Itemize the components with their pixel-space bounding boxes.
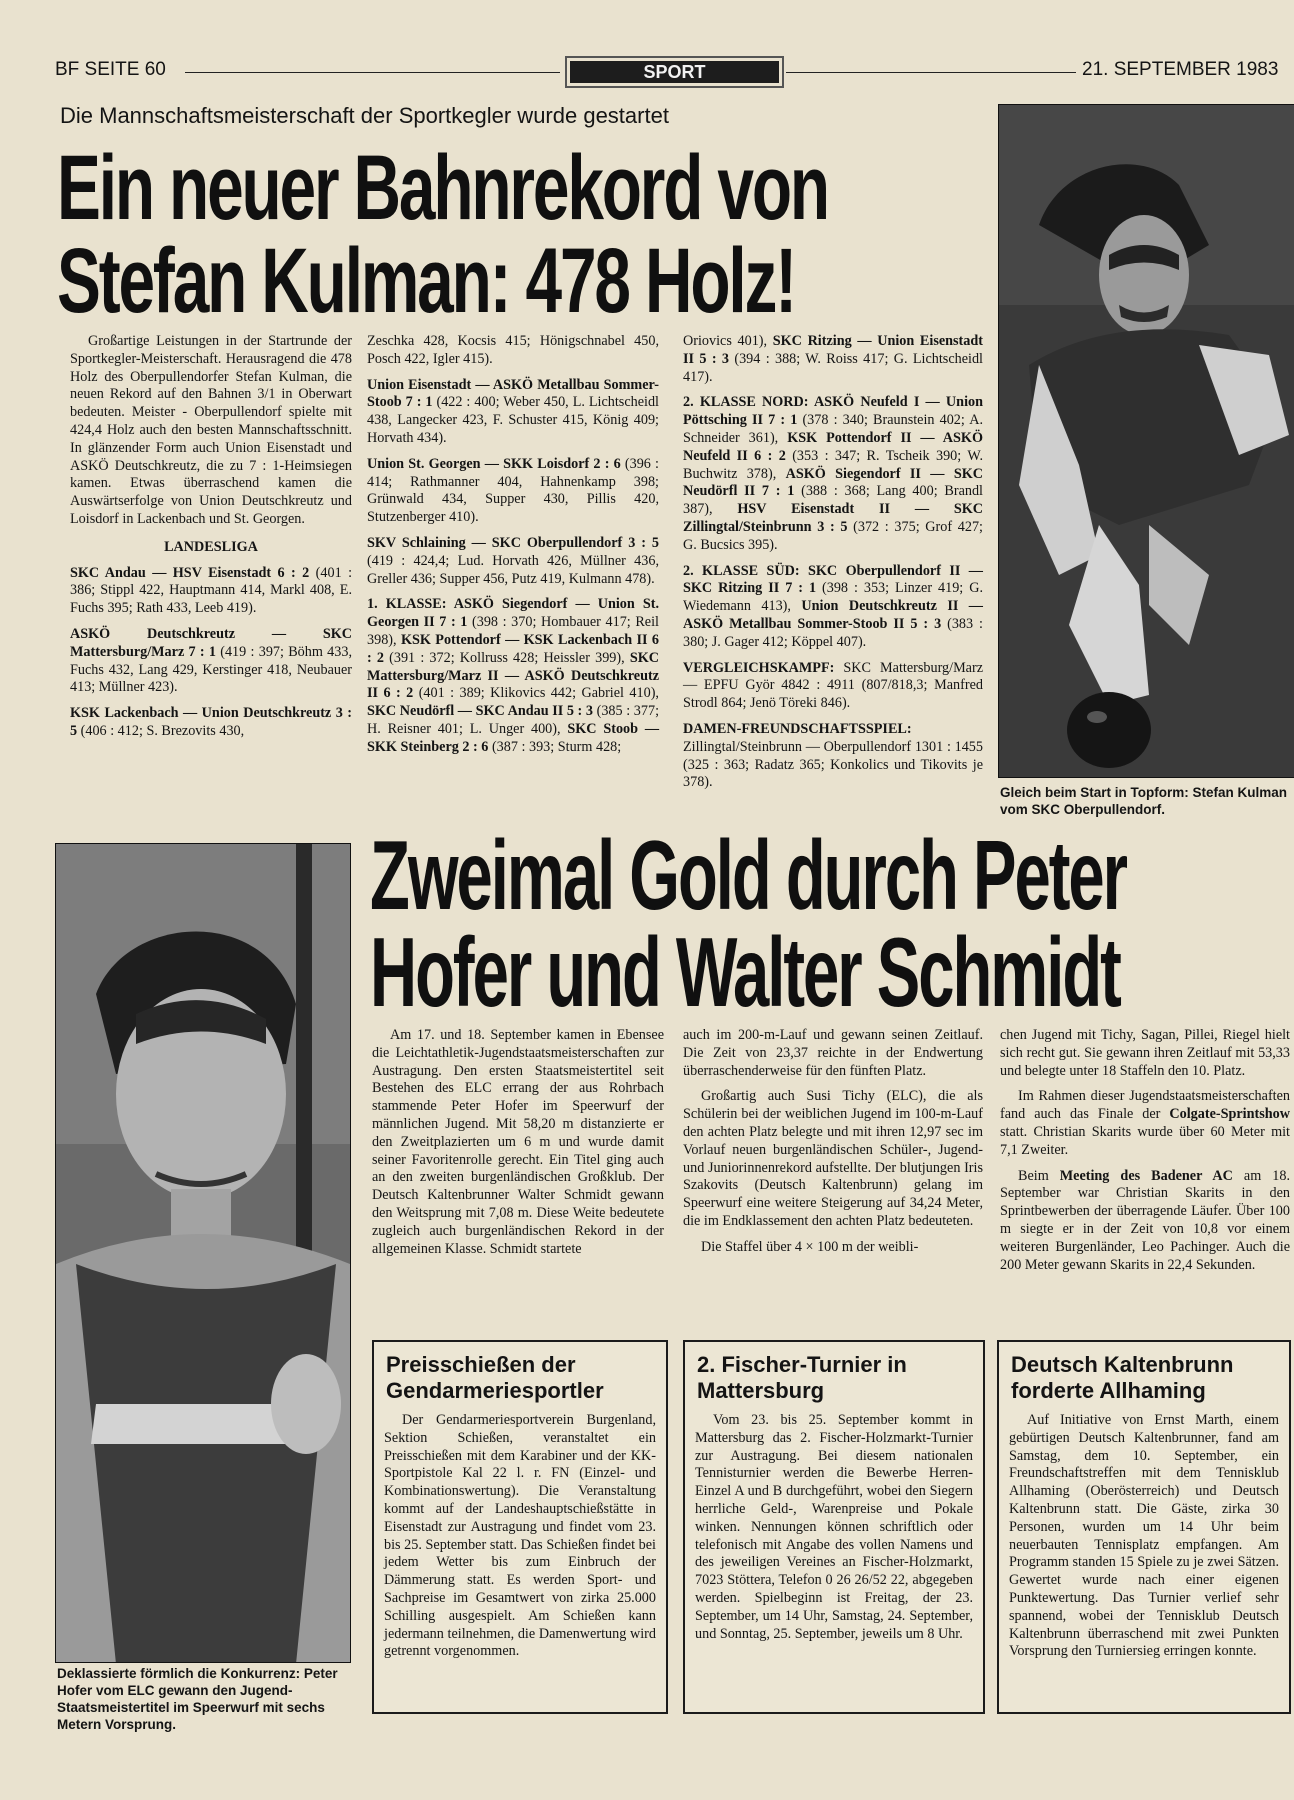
result-item: Union St. Georgen — SKK Loisdorf 2 : 6 (396 : 414; Rathmanner 404, Hahnenkamp 398; Grünwald 434, Supper 430, Pillis 420, Stutzenberger 410).	[367, 455, 659, 526]
box-title: 2. Fischer-Turnier in Mattersburg	[697, 1352, 907, 1403]
box-body: Vom 23. bis 25. September kommt in Mattersburg das 2. Fischer-Holzmarkt-Turnier zur Austragung. Bei diesem nationalen Tennisturnier werden die Bewerbe Herren-Einzel A und B durchgeführt, wobei den Siegern herrliche Geld-, Warenpreise und Pokale winken. Nennungen können schriftlich oder telefonisch mit Angabe des vollen Namens und des jeweiligen Vereines an Fischer-Holzmarkt, 7023 Stöttera, Telefon 0 26 26/52 22, abgegeben werden. Spielbeginn ist Freitag, der 23. September, um 14 Uhr, Samstag, 24. September, und Sonntag, 25. September, jeweils um 8 Uhr.	[695, 1412, 973, 1642]
story2-paragraph: Im Rahmen dieser Jugendstaatsmeisterschaften fand auch das Finale der Colgate-Sprintshow statt. Christian Skarits wurde über 60 Meter mit 7,1 Zweiter.	[1000, 1088, 1290, 1158]
result-item: Oriovics 401), SKC Ritzing — Union Eisenstadt II 5 : 3 (394 : 388; W. Roiss 417; G. Lichtscheidl 417).	[683, 333, 983, 385]
page-label: BF SEITE 60	[55, 59, 166, 80]
story1-headline-line1: Ein neuer Bahnrekord von	[57, 137, 828, 239]
result-item: 1. KLASSE: ASKÖ Siegendorf — Union St. Georgen II 7 : 1 (398 : 370; Hombauer 417; Reil 398), KSK Pottendorf — KSK Lackenbach II 6 : 2 (391 : 372; Kollruss 428; Heissler 399), SKC Mattersburg/Marz II — ASKÖ Deutschkreutz II 6 : 2 (401 : 389; Klikovics 442; Gabriel 410), SKC Neudörfl — SKC Andau II 5 : 3 (385 : 377; H. Reisner 401; L. Unger 400), SKC Stoob — SKK Steinberg 2 : 6 (387 : 393; Sturm 428;	[367, 596, 660, 755]
news-box-shooting	[372, 1340, 668, 1714]
story2-headline-line2: Hofer und Walter Schmidt	[370, 917, 1120, 1027]
bowler-photo	[998, 104, 1294, 778]
bowler-photo-caption: Gleich beim Start in Topform: Stefan Kulman vom SKC Oberpullendorf.	[1000, 785, 1288, 817]
header-rule-right	[786, 72, 1076, 73]
issue-date: 21. SEPTEMBER 1983	[1082, 59, 1279, 80]
story1-intro: Großartige Leistungen in der Startrunde der Sportkegler-Meisterschaft. Herausragend die 478 Holz des Oberpullendorfer Stefan Kulman, die neuen Rekord auf den Bahnen 3/1 in Oberwart bedeuten. Meister - Oberpullendorf spielte mit 424,4 Holz auch den besten Mannschaftsschnitt. In glänzender Form auch Union Eisenstadt und ASKÖ Deutschkreutz, die zu 7 : 1-Heimsiegen kamen. Etwas überraschend kamen die Auswärtserfolge von Union Deutschkreutz und Loisdorf in Lackenbach und St. Georgen.	[70, 333, 352, 527]
story1-kicker: Die Mannschaftsmeisterschaft der Sportkegler wurde gestartet	[60, 103, 669, 128]
result-item: ASKÖ Deutschkreutz — SKC Mattersburg/Marz 7 : 1 (419 : 397; Böhm 433, Fuchs 432, Lang 429, Kerstinger 418, Neubauer 413; Müllner 423).	[70, 625, 353, 696]
result-item: VERGLEICHSKAMPF: SKC Mattersburg/Marz — EPFU Györ 4842 : 4911 (807/818,3; Manfred Strodl 864; Jenö Töreki 846).	[683, 659, 983, 712]
box-title: Deutsch Kaltenbrunn forderte Allhaming	[1011, 1352, 1234, 1403]
story1-headline-line2: Stefan Kulman: 478 Holz!	[57, 230, 796, 332]
story2-paragraph: auch im 200-m-Lauf und gewann seinen Zeitlauf. Die Zeit von 23,37 reichte in der Endwertung überraschenderweise für den fünften Platz.	[683, 1027, 983, 1079]
story1-column-2	[367, 333, 659, 765]
story2-column-1	[372, 1027, 664, 1266]
story2-paragraph: Am 17. und 18. September kamen in Ebensee die Leichtathletik-Jugendstaatsmeisterschaften zur Austragung. Den ersten Staatsmeistertitel seit Bestehen des ELC errang der aus Rohrbach stammende Peter Hofer im Speerwurf der männlichen Jugend. Mit 58,20 m distanzierte er den Zweitplazierten um 6 m und wurde damit seiner Favoritenrolle gerecht. Ein Titel ging auch an den zweiten burgenländischen Großklub. Der Deutsch Kaltenbrunner Walter Schmidt gewann den Weitsprung mit 7,08 m. Diese Weite bedeutete zugleich auch burgenländischen Rekord in der allgemeinen Klasse. Schmidt startete	[372, 1027, 664, 1257]
story1-column-1	[70, 333, 352, 749]
result-item: KSK Lackenbach — Union Deutschkreutz 3 : 5 (406 : 412; S. Brezovits 430,	[70, 705, 352, 739]
header-rule-left	[185, 72, 560, 73]
box-title: Preisschießen der Gendarmeriesportler	[386, 1352, 604, 1403]
javelin-image	[56, 844, 350, 1662]
story2-column-2	[683, 1027, 983, 1265]
story2-paragraph: chen Jugend mit Tichy, Sagan, Pillei, Riegel hielt sich recht gut. Sie gewann ihren Zeitlauf mit 53,33 und belegte unter 18 Staffeln den 10. Platz.	[1000, 1027, 1290, 1079]
result-item: 2. KLASSE SÜD: SKC Oberpullendorf II — SKC Ritzing II 7 : 1 (398 : 353; Linzer 419; G. Wiedemann 413), Union Deutschkreutz II — ASKÖ Metallbau Sommer-Stoob II 5 : 3 (383 : 380; J. Gager 412; Köppel 407).	[683, 562, 983, 650]
result-item: SKC Andau — HSV Eisenstadt 6 : 2 (401 : 386; Stippl 422, Hauptmann 414, Markl 408, E. Fuchs 395; Rath 433, Leeb 419).	[70, 564, 353, 617]
story2-paragraph: Beim Meeting des Badener AC am 18. September war Christian Skarits in den Sprintbewerben der überragende Läufer. Über 100 m siegte er in der Zeit von 10,8 vor einem weiteren Burgenländer, Leo Pachinger. Auch die 200 Meter gewann Skarits in 22,4 Sekunden.	[1000, 1167, 1290, 1273]
result-item: 2. KLASSE NORD: ASKÖ Neufeld I — Union Pöttsching II 7 : 1 (378 : 340; Braunstein 402; A. Schneider 361), KSK Pottendorf II — ASKÖ Neufeld II 6 : 2 (353 : 347; R. Tscheik 390; W. Buchwitz 378), ASKÖ Siegendorf II — SKC Neudörfl II 7 : 1 (388 : 368; Lang 400; Brandl 387), HSV Eisenstadt II — SKC Zillingtal/Steinbrunn 3 : 5 (372 : 375; Grof 427; G. Bucsics 395).	[683, 394, 983, 553]
story1-column-3	[683, 333, 983, 800]
section-badge: SPORT	[565, 56, 784, 88]
javelin-photo-caption: Deklassierte förmlich die Konkurrenz: Peter Hofer vom ELC gewann den Jugend-Staatsmeistertitel im Speerwurf mit sechs Metern Vorsprung.	[57, 1666, 338, 1732]
result-item: DAMEN-FREUNDSCHAFTSSPIEL: Zillingtal/Steinbrunn — Oberpullendorf 1301 : 1455 (325 : 363; Radatz 365; Konkolics und Tikovits je 378).	[683, 720, 983, 791]
story2-paragraph: Großartig auch Susi Tichy (ELC), die als Schülerin bei der weiblichen Jugend im 100-m-Lauf den achten Platz belegte und mit ihren 12,97 sec im Vorlauf neuen burgenländischen Schüler-, Jugend- und Juniorinnenrekord aufstellte. Der blutjungen Iris Szakovits (Deutsch Kaltenbrunn) gelang im Speerwurf eine weitere Steigerung auf 34,24 Meter, die im Endklassement den achten Platz bedeuteten.	[683, 1088, 983, 1229]
news-box-tennis-tournament	[683, 1340, 985, 1714]
box-body: Auf Initiative von Ernst Marth, einem gebürtigen Deutsch Kaltenbrunner, fand am Samstag, dem 10. September, ein Freundschaftstreffen mit dem Tennisklub Allhaming (Oberösterreich) und Deutsch Kaltenbrunn statt. Die Gäste, zirka 30 Personen, wurden um 14 Uhr beim neuerbauten Tennisplatz empfangen. Am Programm standen 15 Spiele zu je zwei Sätzen. Gewertet wurde nach einer eigenen Punktewertung. Das Turnier verlief sehr spannend, wobei der Tennisklub Deutsch Kaltenbrunn überraschend mit zwei Punkten Vorsprung den Turniersieg erringen konnte.	[1009, 1412, 1279, 1660]
box-body: Der Gendarmeriesportverein Burgenland, Sektion Schießen, veranstaltet ein Preisschießen mit dem Karabiner und der KK-Sportpistole Kal 22 l. r. FN (Einzel- und Kombinationswertung). Die Veranstaltung kommt auf der Landeshauptschießstätte in Eisenstadt zur Austragung und findet vom 23. bis 25. September statt. Das Schießen findet bei jedem Wetter bis zum Einbruch der Dämmerung statt. Es werden Sport- und Sachpreise im Gesamtwert von zirka 25.000 Schilling ausgespielt. Am Schießen kann jedermann teilnehmen, die Damenwertung wird getrennt vorgenommen.	[384, 1412, 656, 1660]
result-item: SKV Schlaining — SKC Oberpullendorf 3 : 5 (419 : 424,4; Lud. Horvath 426, Müllner 436, Greller 436; Supper 456, Putz 419, Kulmann 478).	[367, 534, 659, 587]
story2-column-3	[1000, 1027, 1290, 1282]
story2-headline-line1: Zweimal Gold durch Peter	[370, 820, 1127, 930]
bowler-image	[999, 105, 1294, 777]
javelin-photo	[55, 843, 351, 1663]
news-box-tennis-friendly	[997, 1340, 1291, 1714]
story2-paragraph: Die Staffel über 4 × 100 m der weibli-	[701, 1238, 919, 1255]
result-item: Union Eisenstadt — ASKÖ Metallbau Sommer-Stoob 7 : 1 (422 : 400; Weber 450, L. Lichtscheidl 438, Langecker 423, F. Schuster 415, König 409; Horvath 434).	[367, 376, 659, 446]
result-item: Zeschka 428, Kocsis 415; Hönigschnabel 450, Posch 422, Igler 415).	[367, 333, 659, 367]
league-subhead: LANDESLIGA	[164, 538, 258, 555]
